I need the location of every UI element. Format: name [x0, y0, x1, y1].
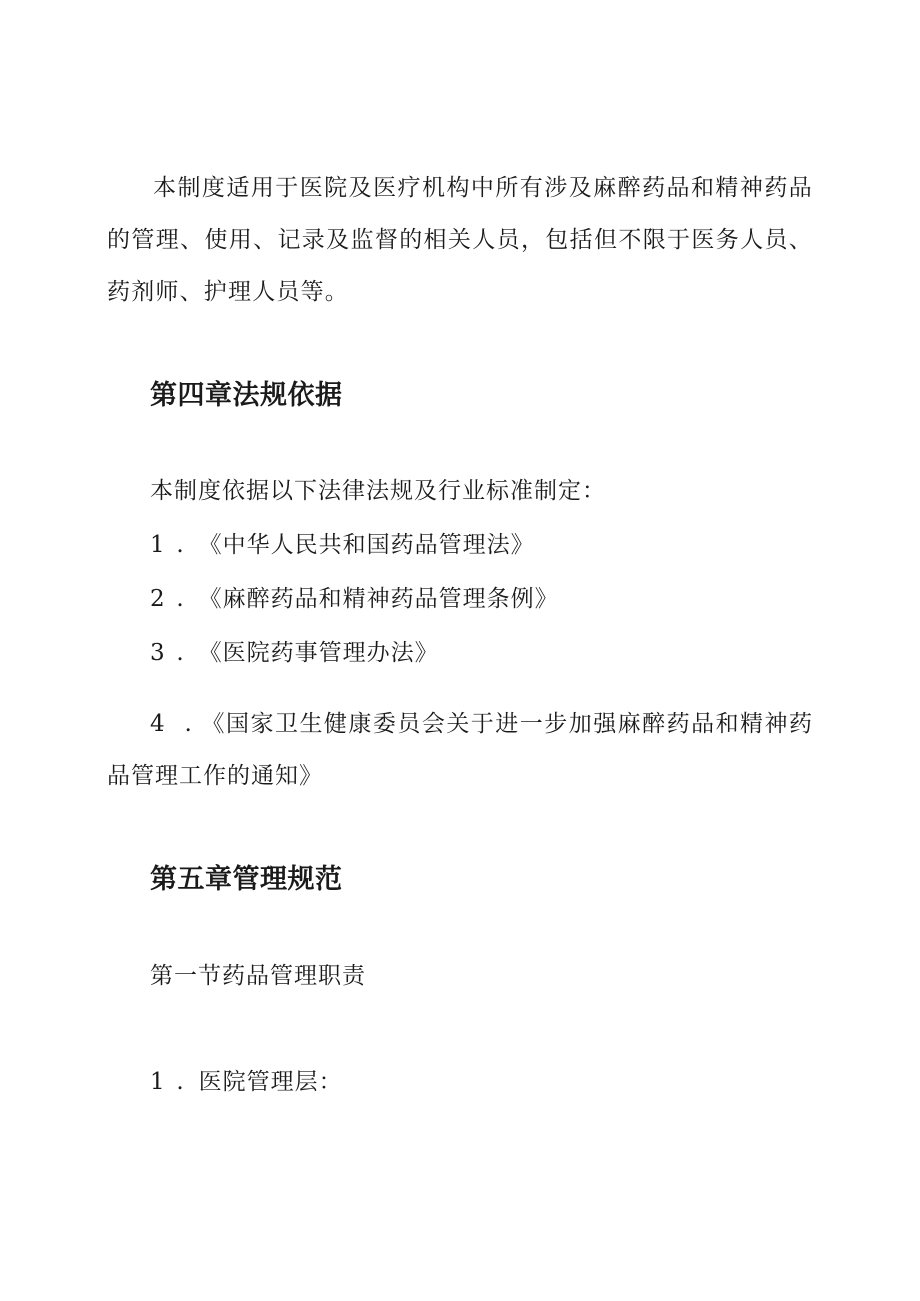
list-separator: .	[176, 586, 185, 612]
list-number: 4	[150, 711, 166, 737]
list-text: 医院管理层：	[198, 1069, 343, 1095]
intro-paragraph: 本制度适用于医院及医疗机构中所有涉及麻醉药品和精神药品的管理、使用、记录及监督的相关人员，包括但不限于医务人员、药剂师、护理人员等。	[107, 175, 813, 305]
list-separator: .	[176, 1069, 185, 1095]
list-text: 《麻醉药品和精神药品管理条例》	[198, 586, 559, 612]
list-text: 《医院药事管理办法》	[198, 640, 439, 666]
law-list-item-3	[150, 638, 439, 668]
duty-list-item-1	[150, 1067, 343, 1097]
list-number: 1	[150, 532, 166, 558]
list-text: 《中华人民共和国药品管理法》	[198, 532, 535, 558]
list-number: 3	[150, 640, 166, 666]
law-list-item-2	[150, 584, 559, 614]
law-list-item-4	[107, 698, 813, 802]
list-separator: .	[176, 532, 185, 558]
list-separator: .	[176, 640, 185, 666]
list-text: 《国家卫生健康委员会关于进一步加强麻醉药品和精神药品管理工作的通知》	[107, 711, 814, 789]
law-list-item-1	[150, 530, 535, 560]
section-1-title: 第一节药品管理职责	[150, 963, 366, 989]
chapter-4-lead: 本制度依据以下法律法规及行业标准制定：	[150, 478, 606, 504]
list-number: 1	[150, 1069, 166, 1095]
list-number: 2	[150, 586, 166, 612]
chapter-4-title: 第四章法规依据	[150, 380, 343, 411]
chapter-5-title: 第五章管理规范	[150, 864, 343, 895]
list-separator: .	[184, 711, 193, 737]
